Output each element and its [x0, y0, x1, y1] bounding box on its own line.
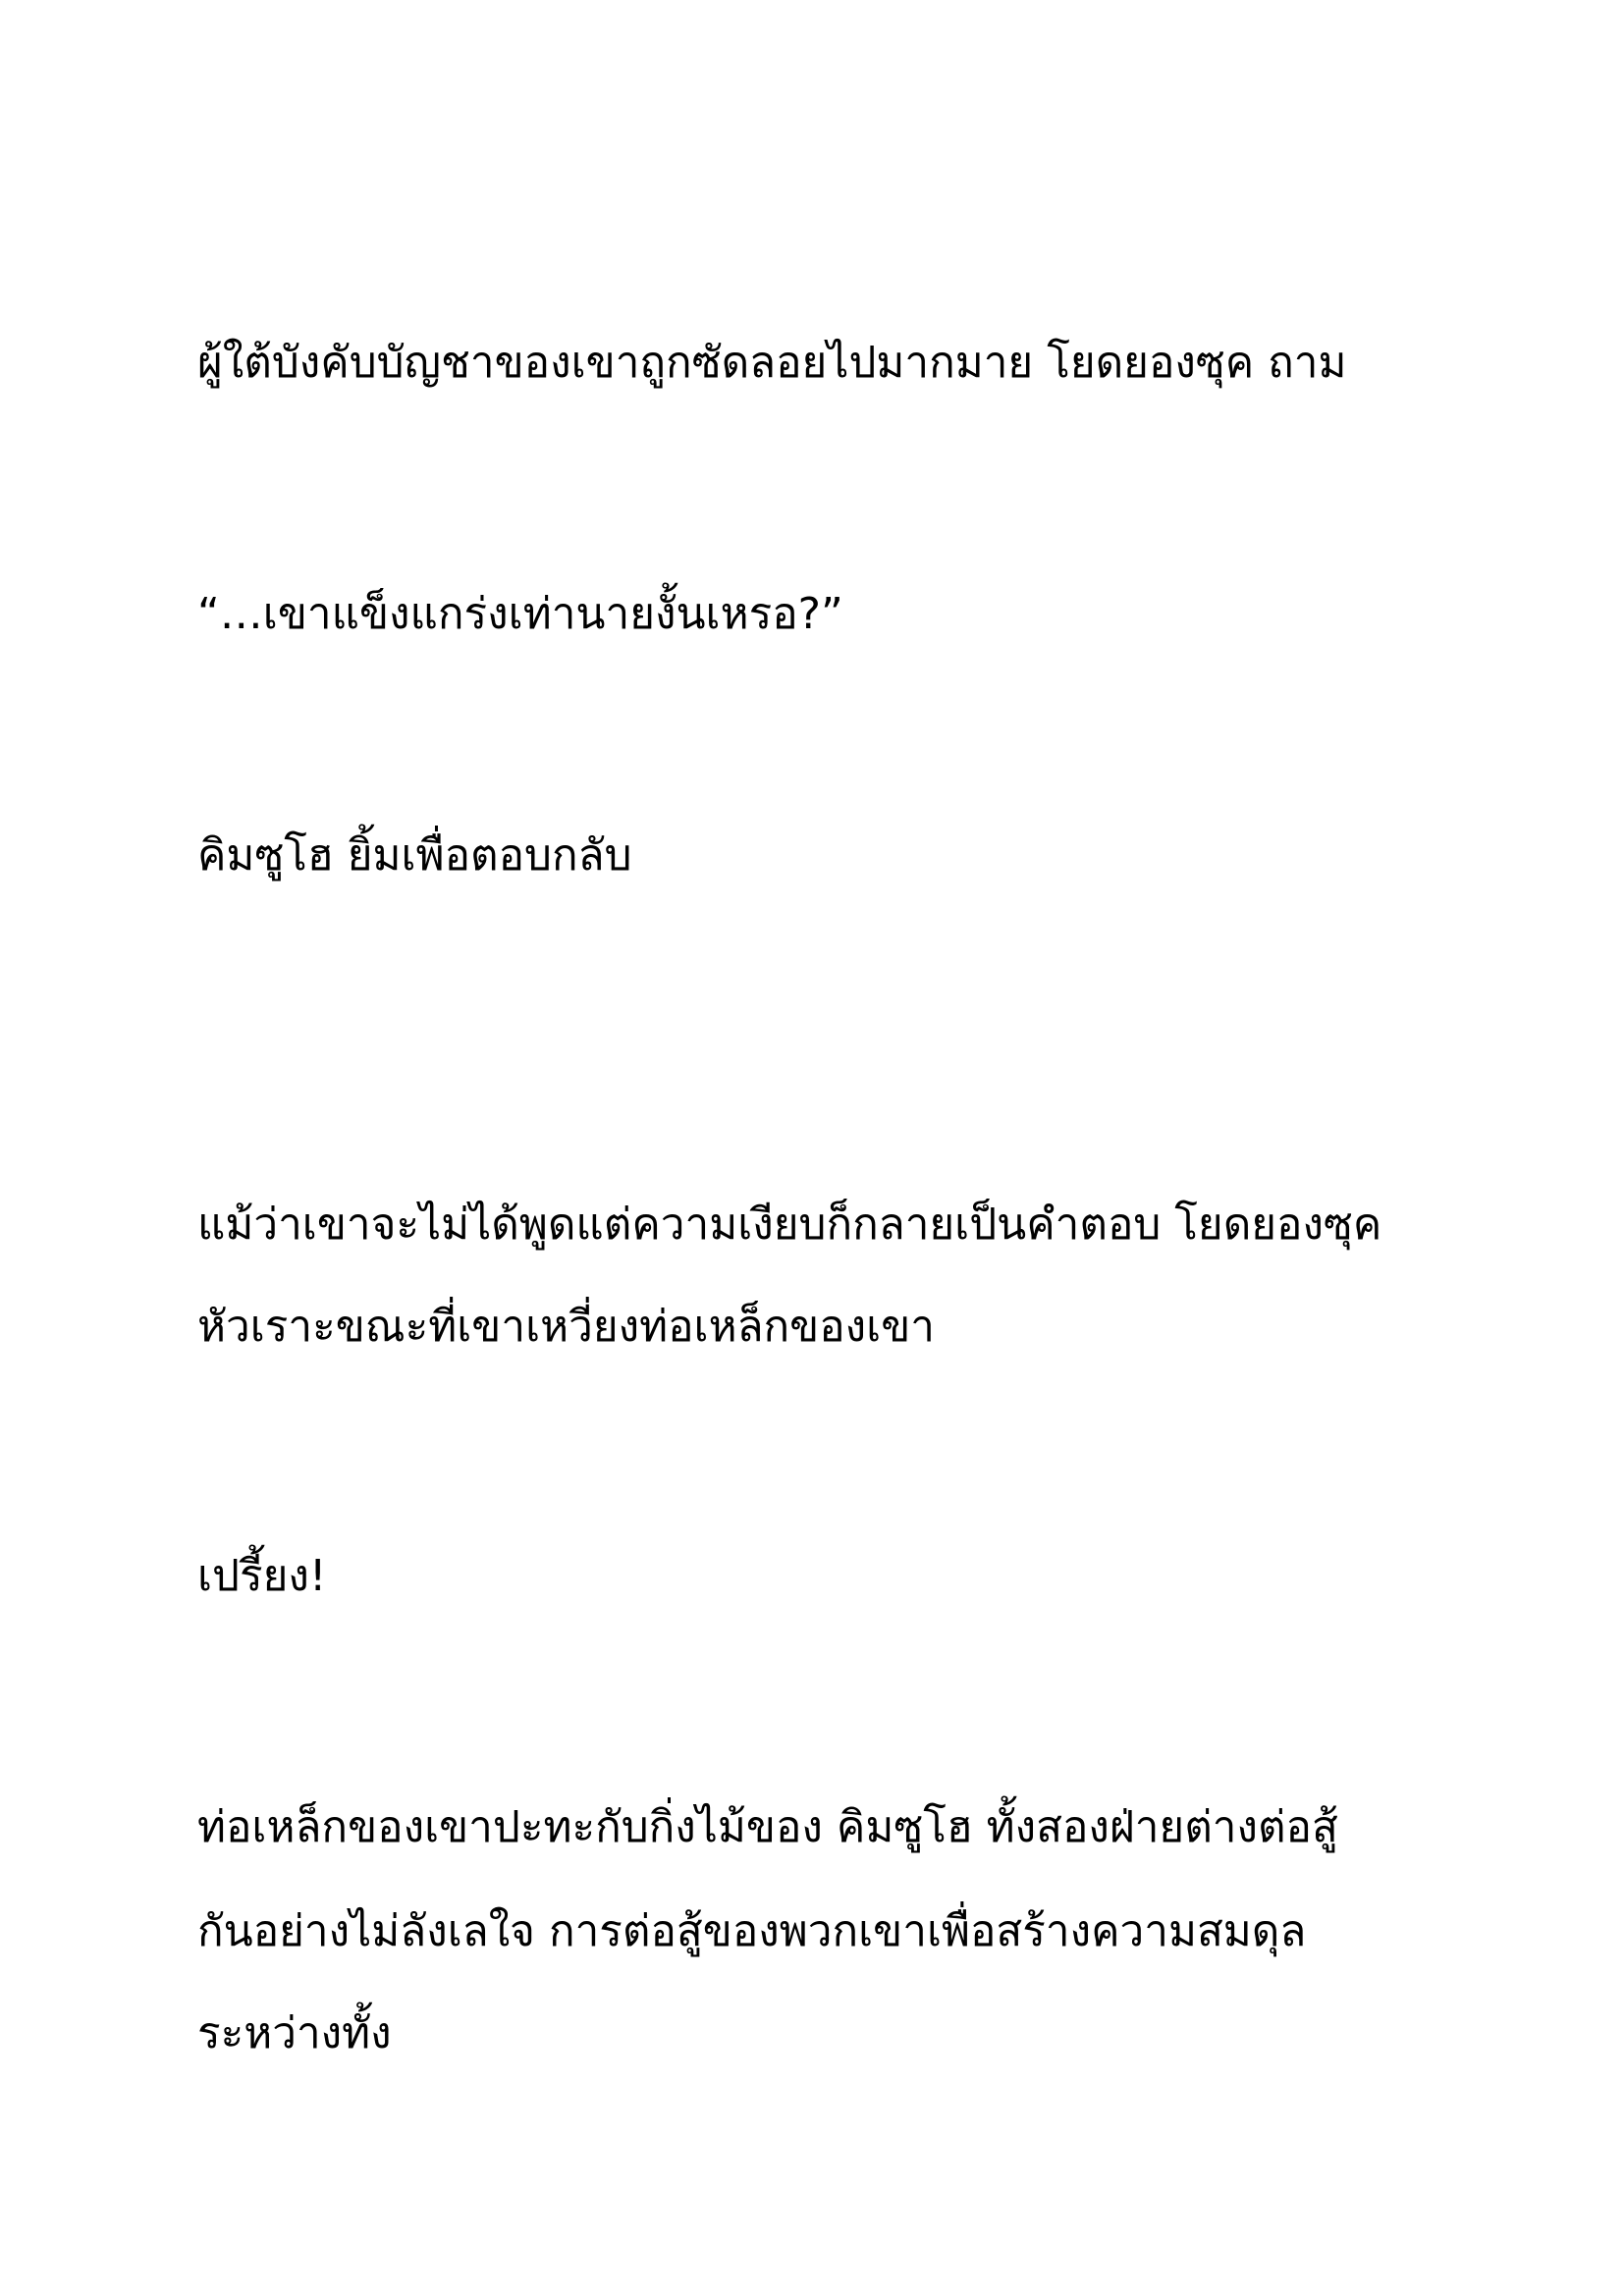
paragraph-6-line-3: ระหว่างทั้ง: [197, 2008, 392, 2058]
paragraph-4-line-1: แม้ว่าเขาจะไม่ได้พูดแต่ความเงียบก็กลายเป็นคำตอบ โยดยองซุค: [197, 1200, 1382, 1250]
paragraph-3-line-1: คิมซูโฮ ยิ้มเพื่อตอบกลับ: [197, 830, 632, 881]
paragraph-2-line-1: “…เขาแข็งแกร่งเท่านายงั้นเหรอ?”: [197, 589, 843, 639]
paragraph-5-line-1: เปรี้ยง!: [197, 1551, 327, 1601]
paragraph-4-line-2: หัวเราะขณะที่เขาเหวี่ยงท่อเหล็กของเขา: [197, 1302, 935, 1352]
paragraph-1-line-1: ผู้ใต้บังคับบัญชาของเขาถูกซัดลอยไปมากมาย โยดยองซุค ถาม: [197, 338, 1347, 388]
paragraph-6-line-2: กันอย่างไม่ลังเลใจ การต่อสู้ของพวกเขาเพื่อสร้างความสมดุล: [197, 1906, 1307, 1956]
paragraph-6-line-1: ท่อเหล็กของเขาปะทะกับกิ่งไม้ของ คิมซูโฮ ทั้งสองฝ่ายต่างต่อสู้: [197, 1802, 1338, 1852]
